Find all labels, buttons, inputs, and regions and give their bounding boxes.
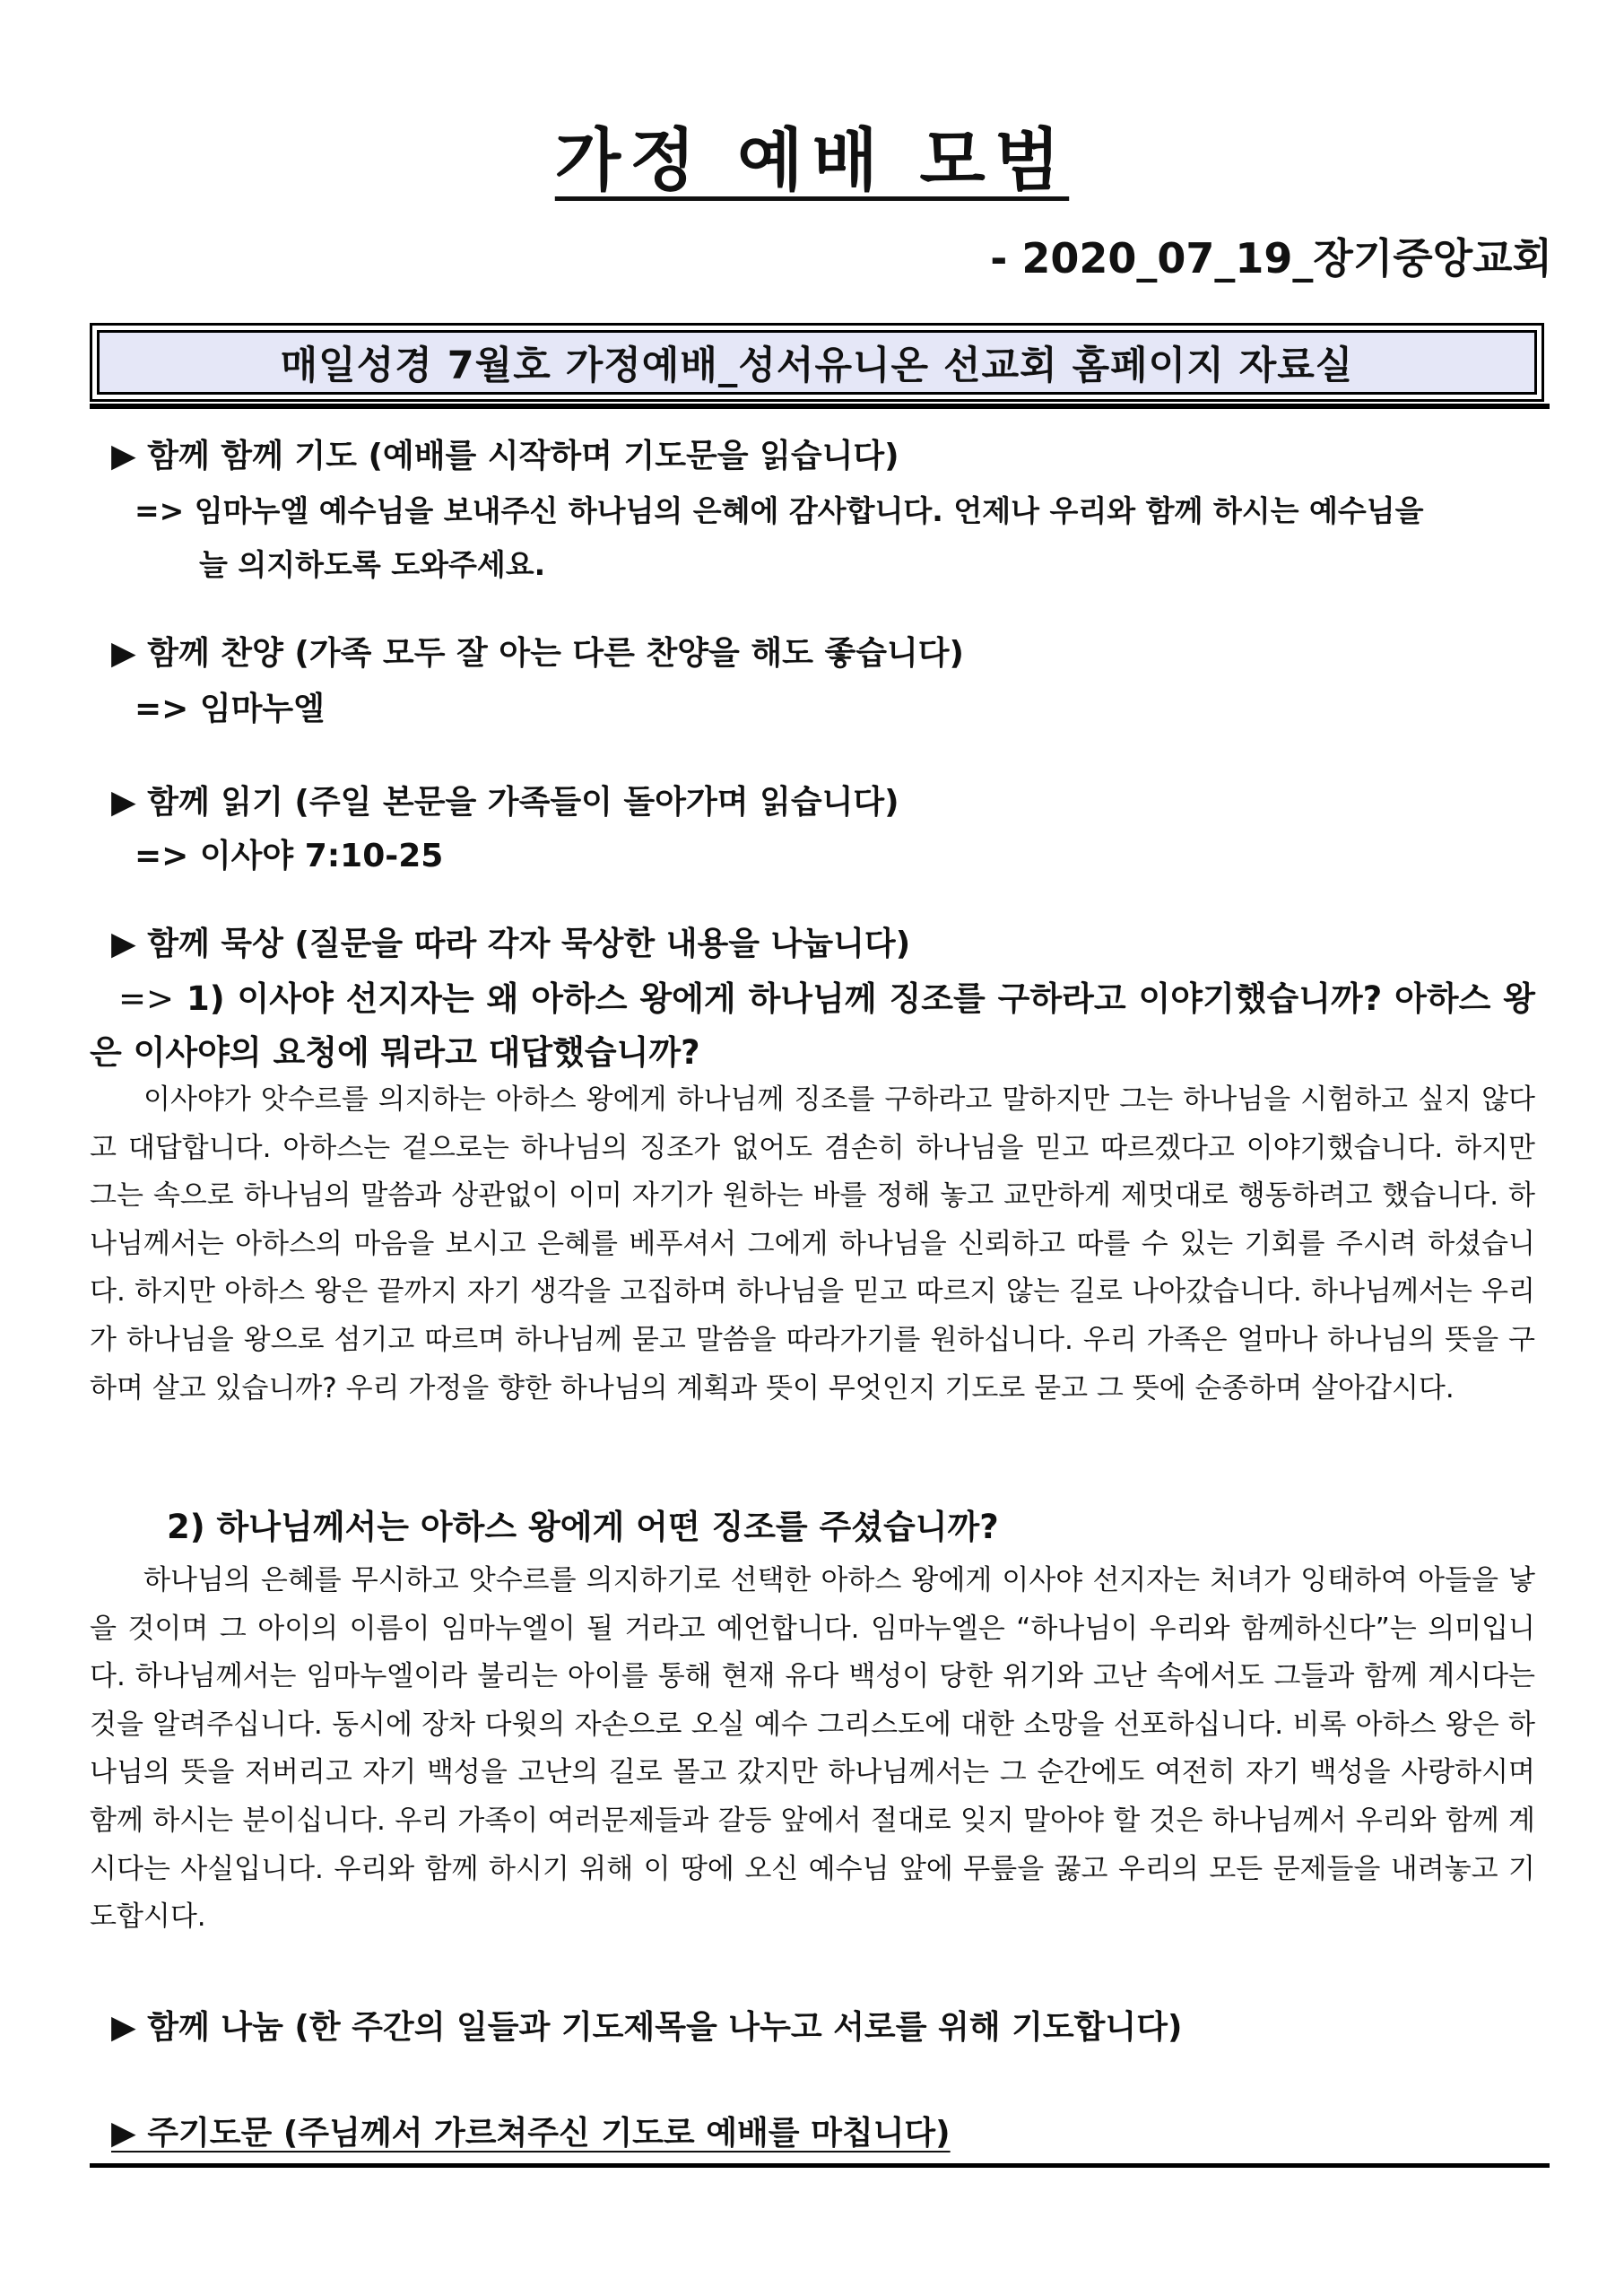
prayer-text-line1: => 임마누엘 예수님을 보내주신 하나님의 은혜에 감사합니다. 언제나 우리와 함께 하시는 예수님을 [135, 493, 1424, 528]
meditation-heading: ▶ 함께 묵상 (질문을 따라 각자 묵상한 내용을 나눕니다) [111, 926, 911, 962]
date-church-line: - 2020_07_19_장기중앙교회 [990, 234, 1552, 283]
answer-1: 이사야가 앗수르를 의지하는 아하스 왕에게 하나님께 징조를 구하라고 말하지만 그는 하나님을 시험하고 싶지 않다고 대답합니다. 아하스는 겉으로는 하나님의 징조가 없어도 겸손히 하나님을 믿고 따르겠다고 이야기했습니다. 하지만 그는 속으로 하나님의 말씀과 상관없이 이미 자기가 원하는 바를 정해 놓고 교만하게 제멋대로 행동하려고 했습니다. 하나님께서는 아하스의 마음을 보시고 은혜를 베푸셔서 그에게 하나님을 신뢰하고 따를 수 있는 기회를 주시려 하셨습니다. 하지만 아하스 왕은 끝까지 자기 생각을 고집하며 하나님을 믿고 따르지 않는 길로 나아갔습니다. 하나님께서는 우리가 하나님을 왕으로 섬기고 따르며 하나님께 묻고 말씀을 따라가기를 원하십니다. 우리 가족은 얼마나 하나님의 뜻을 구하며 살고 있습니까? 우리 가정을 향한 하나님의 계획과 뜻이 무엇인지 기도로 묻고 그 뜻에 순종하며 살아갑시다. [90, 1083, 1535, 1405]
praise-heading: ▶ 함께 찬양 (가족 모두 잘 아는 다른 찬양을 해도 좋습니다) [111, 635, 964, 672]
page-title [0, 106, 1624, 204]
bottom-divider [90, 2163, 1550, 2168]
source-banner: 매일성경 7월호 가정예배_성서유니온 선교회 홈페이지 자료실 [90, 323, 1544, 402]
prayer-heading: ▶ 함께 함께 기도 (예배를 시작하며 기도문을 읽습니다) [111, 438, 899, 474]
praise-answer: => 임마누엘 [135, 691, 325, 727]
prayer-text-line2: 늘 의지하도록 도와주세요. [199, 547, 546, 582]
question-1-text: 1) 이사야 선지자는 왜 아하스 왕에게 하나님께 징조를 구하라고 이야기했습니까? 아하스 왕은 이사야의 요청에 뭐라고 대답했습니까? [90, 979, 1535, 1072]
question-1-arrow: => [118, 979, 175, 1018]
answer-2: 하나님의 은혜를 무시하고 앗수르를 의지하기로 선택한 아하스 왕에게 이사야 선지자는 처녀가 잉태하여 아들을 낳을 것이며 그 아이의 이름이 임마누엘이 될 거라고 예언합니다. 임마누엘은 “하나님이 우리와 함께하신다”는 의미입니다. 하나님께서는 임마누엘이라 불리는 아이를 통해 현재 유다 백성이 당한 위기와 고난 속에서도 그들과 함께 계시다는 것을 알려주십니다. 동시에 장차 다윗의 자손으로 오실 예수 그리스도에 대한 소망을 선포하십니다. 비록 아하스 왕은 하나님의 뜻을 저버리고 자기 백성을 고난의 길로 몰고 갔지만 하나님께서는 그 순간에도 여전히 자기 백성을 사랑하시며 함께 하시는 분이십니다. 우리 가족이 여러문제들과 갈등 앞에서 절대로 잊지 말아야 할 것은 하나님께서 우리와 함께 계시다는 사실입니다. 우리와 함께 하시기 위해 이 땅에 오신 예수님 앞에 무릎을 꿇고 우리의 모든 문제들을 내려놓고 기도합시다. [90, 1564, 1535, 1934]
sharing-heading: ▶ 함께 나눔 (한 주간의 일들과 기도제목을 나누고 서로를 위해 기도합니다) [111, 2009, 1183, 2046]
banner-shadow-divider [90, 404, 1550, 409]
page-title-text: 가정 예배 모범 [554, 120, 1070, 200]
question-2: 2) 하나님께서는 아하스 왕에게 어떤 징조를 주셨습니까? [167, 1508, 999, 1546]
question-1 [90, 972, 1535, 1080]
reading-answer: => 이사야 7:10-25 [135, 838, 444, 874]
reading-heading: ▶ 함께 읽기 (주일 본문을 가족들이 돌아가며 읽습니다) [111, 784, 899, 821]
lords-prayer-heading: ▶ 주기도문 (주님께서 가르쳐주신 기도로 예배를 마칩니다) [111, 2115, 951, 2152]
